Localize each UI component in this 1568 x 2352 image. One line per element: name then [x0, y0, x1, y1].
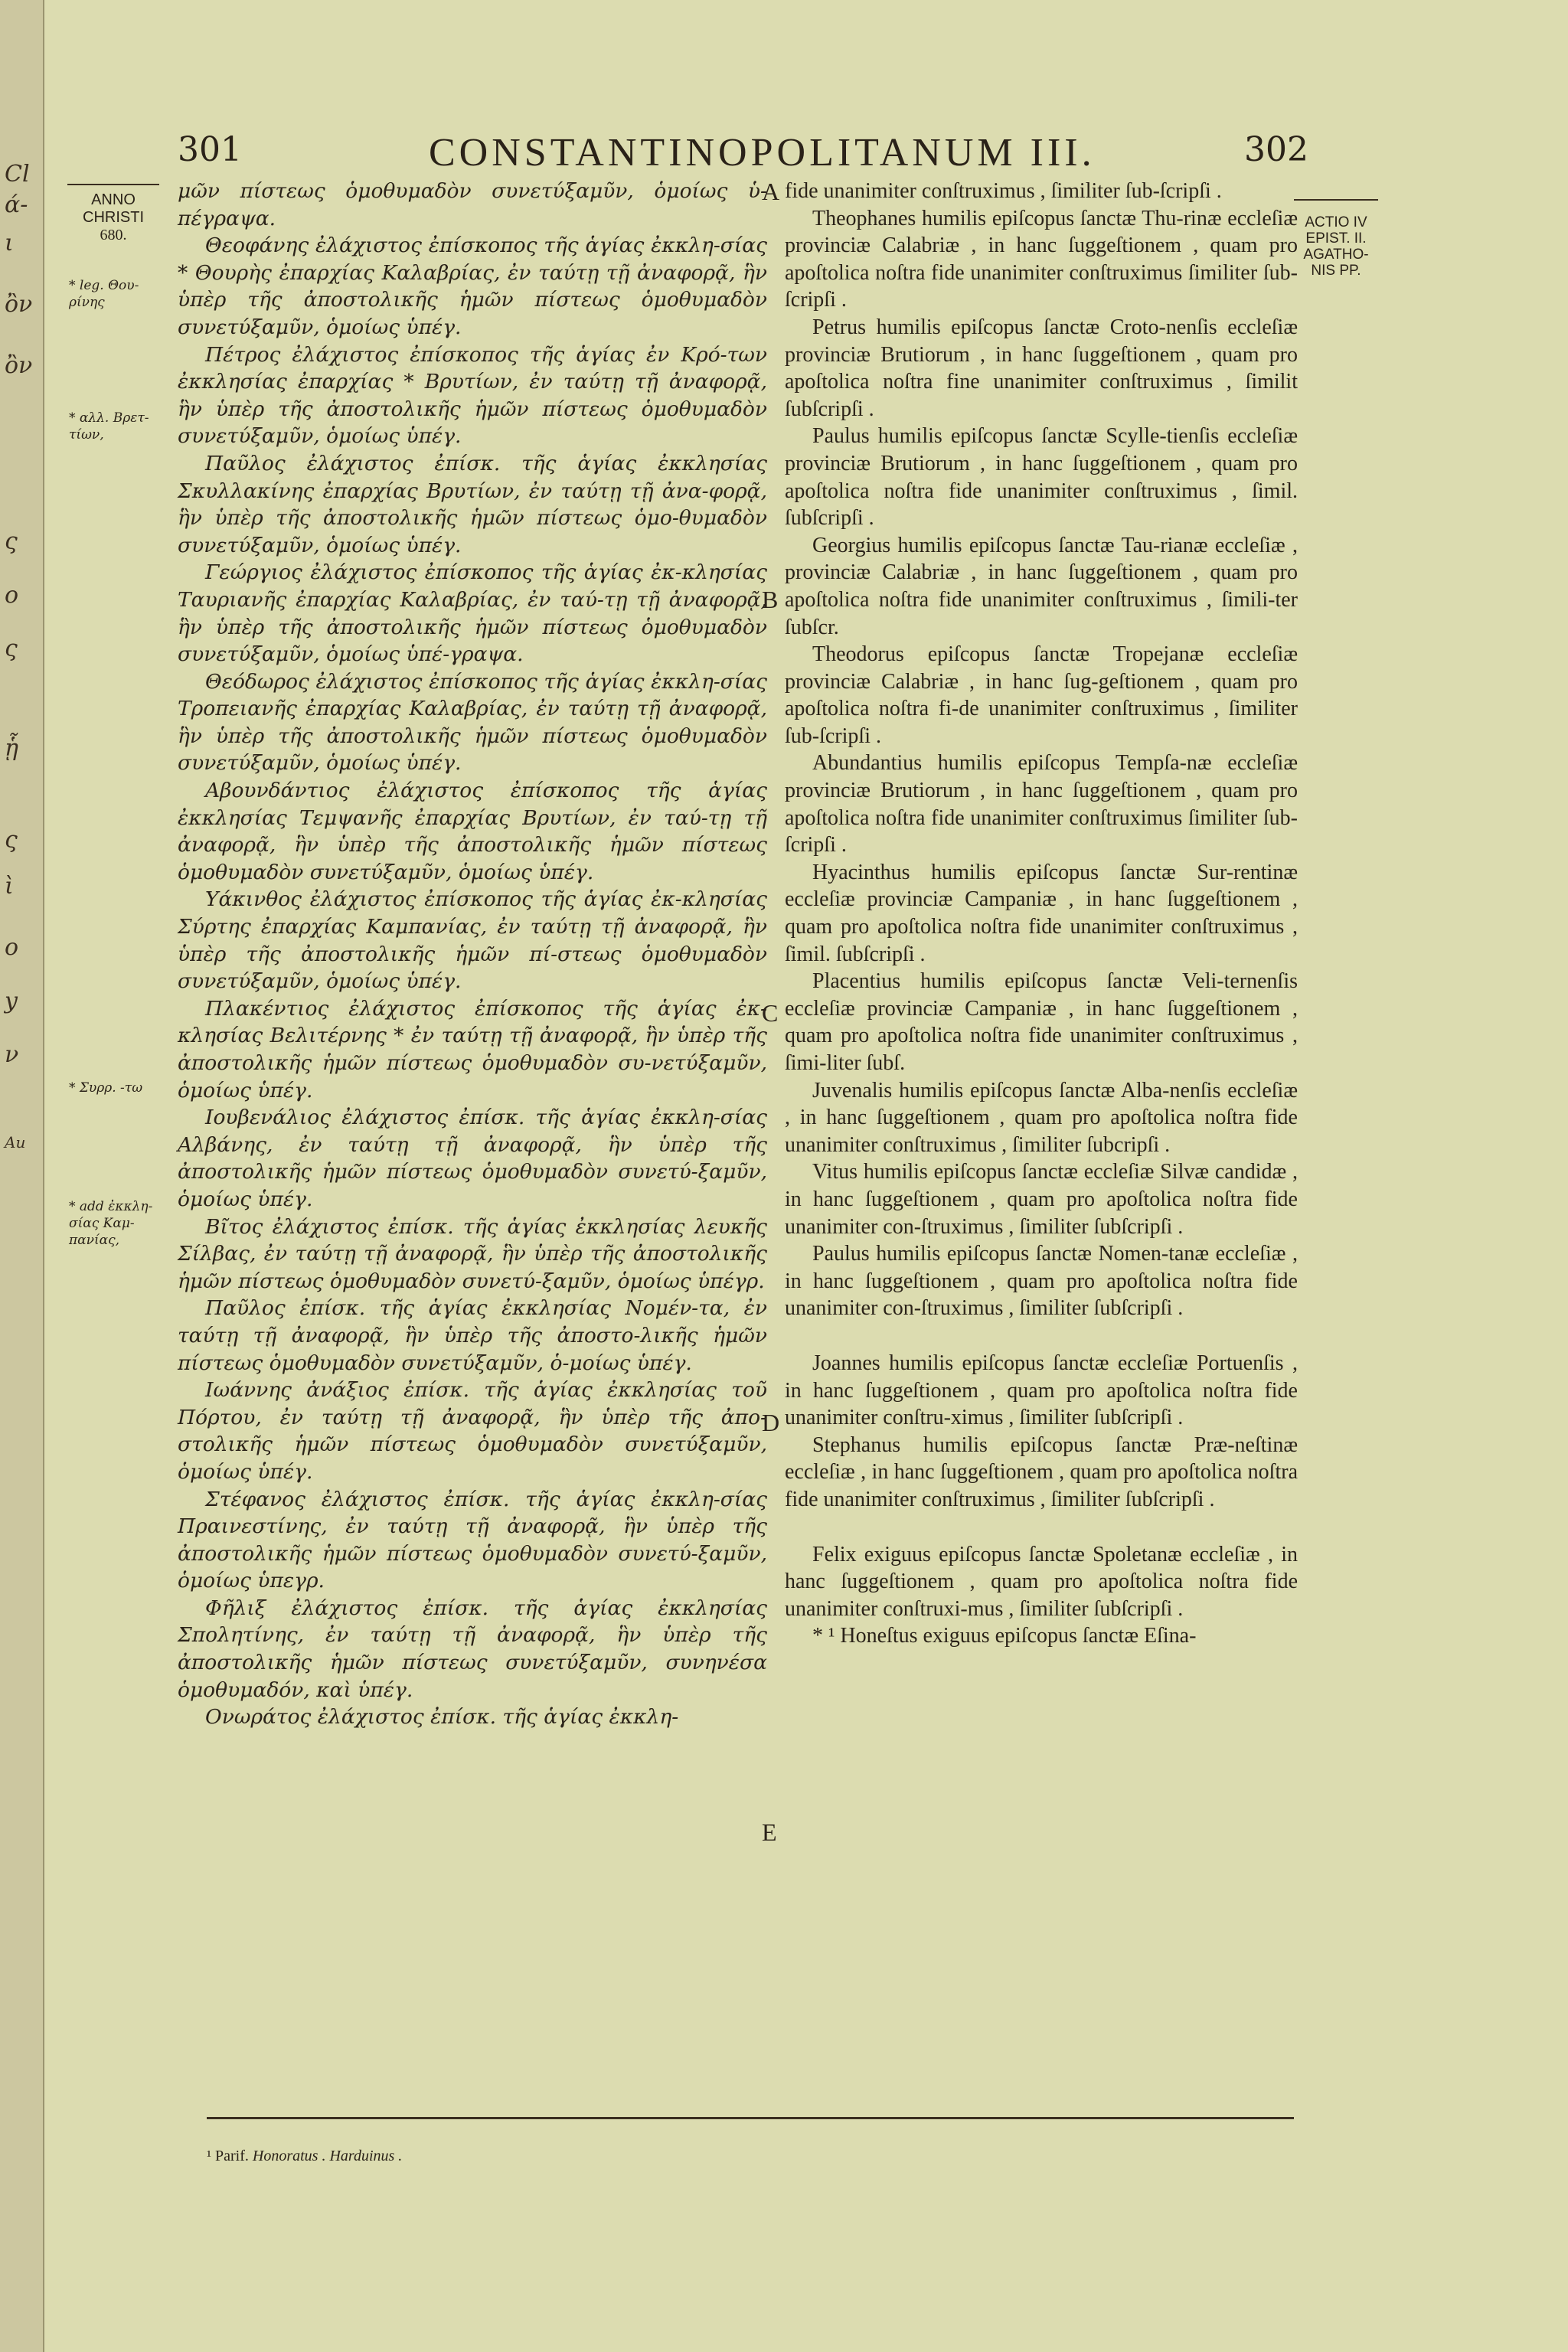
edge-glyph: ὂν: [5, 291, 33, 318]
greek-paragraph: Ιουβενάλιος ἐλάχιστος ἐπίσκ. τῆς ἁγίας ἐκκλη-σίας Αλβάνης, ἐν ταύτῃ τῇ ἀναφορᾷ, ἣν ὑπὲρ τῆς ἀποστολικῆς ἡμῶν πίστεως ὁμοθυμαδὸν συνετύ-ξαμῦν, ὁμοίως ὑπέγ.: [178, 1106, 767, 1211]
latin-paragraph: fide unanimiter conſtruximus , ſimiliter ſub-ſcripſi .: [785, 179, 1222, 203]
edge-glyph: ά-: [5, 191, 28, 218]
greek-paragraph: Βῖτος ἐλάχιστος ἐπίσκ. τῆς ἁγίας ἐκκλησίας λευκῆς Σίλβας, ἐν ταύτῃ τῇ ἀναφορᾷ, ἣν ὑπὲρ τῆς ἀποστολικῆς ἡμῶν πίστεως ὁμοθυμαδὸν συνετύ-ξαμῦν, ὁμοίως ὑπέγρ.: [178, 1214, 767, 1293]
section-marker-e: E: [762, 1818, 777, 1846]
variant-note: * Συρρ. -τω: [69, 1080, 143, 1096]
epist-label: EPIST. II.: [1305, 230, 1367, 247]
latin-paragraph: Georgius humilis epiſcopus ſanctæ Tau-rianæ eccleſiæ , provinciæ Calabriæ , in hanc ſuggeſtionem , quam pro apoſtolica noſtra fide unanimiter conſtruximus , ſimili-ter ſubſcr.: [785, 533, 1298, 639]
latin-paragraph: Joannes humilis epiſcopus ſanctæ eccleſiæ Portuenſis , in hanc ſuggeſtionem , quam pro apoſtolica noſtra fide unanimiter conſtru-ximus , ſimiliter ſubſcripſi .: [785, 1351, 1298, 1430]
page-number-left: 301: [178, 130, 242, 169]
act-margin-note: [1294, 214, 1378, 279]
anno-label: ANNO: [91, 191, 136, 208]
edge-glyph: ο: [5, 934, 19, 961]
footnote-marker: ¹: [207, 2148, 211, 2164]
margin-rule-left: [67, 184, 159, 185]
section-marker-a: A: [762, 178, 780, 205]
variant-note: * αλλ. Βρετ-τίων,: [69, 410, 149, 443]
greek-paragraph: Πέτρος ἐλάχιστος ἐπίσκοπος τῆς ἁγίας ἐν Κρό-των ἐκκλησίας ἐπαρχίας * Βρυτίων, ἐν ταύτῃ τῇ ἀναφορᾷ, ἣν ὑπὲρ τῆς ἀποστολικῆς ἡμῶν πίστεως ὁμοθυμαδὸν συνετύξαμῦν, ὁμοίως ὑπέγ.: [178, 342, 767, 449]
latin-paragraph: Felix exiguus epiſcopus ſanctæ Spoletanæ eccleſiæ , in hanc ſuggeſtionem , quam pro apoſtolica noſtra fide unanimiter conſtruxi-mus , ſimiliter ſubſcripſi .: [785, 1542, 1298, 1621]
greek-paragraph: Στέφανος ἐλάχιστος ἐπίσκ. τῆς ἁγίας ἐκκλη-σίας Πραινεστίνης, ἐν ταύτῃ τῇ ἀναφορᾷ, ἣν ὑπὲρ τῆς ἀποστολικῆς ἡμῶν πίστεως ὁμοθυμαδὸν συνετύ-ξαμῦν, ὁμοίως ὑπεγρ.: [178, 1487, 767, 1593]
edge-glyph: Cl: [5, 161, 30, 188]
christi-label: CHRISTI: [83, 209, 144, 226]
variant-note: * add ἐκκλη-σίας Καμ-πανίας,: [69, 1199, 153, 1248]
actio-label: ACTIO IV: [1305, 214, 1367, 230]
edge-glyph: ι: [5, 230, 14, 256]
greek-paragraph: Παῦλος ἐπίσκ. τῆς ἁγίας ἐκκλησίας Νομέν-τα, ἐν ταύτῃ τῇ ἀναφορᾷ, ἣν ὑπὲρ τῆς ἀποστο-λικῆς ἡμῶν πίστεως ὁμοθυμαδὸν συνετύξαμῦν, ὁ-μοίως ὑπέγ.: [178, 1296, 767, 1375]
adjacent-page-edge: [0, 0, 44, 2352]
edge-glyph: Au: [5, 1133, 26, 1152]
latin-paragraph: Petrus humilis epiſcopus ſanctæ Croto-nenſis eccleſiæ provinciæ Brutiorum , in hanc ſuggeſtionem , quam pro apoſtolica noſtra fine unanimiter conſtruximus , ſimilit ſubſcripſi .: [785, 315, 1298, 421]
section-marker-c: C: [762, 999, 779, 1027]
latin-paragraph: Paulus humilis epiſcopus ſanctæ Nomen-tanæ eccleſiæ , in hanc ſuggeſtionem , quam pro apoſtolica noſtra fide unanimiter con-ſtruximus , ſimiliter ſubſcripſi .: [785, 1242, 1298, 1321]
greek-paragraph: Υάκινθος ἐλάχιστος ἐπίσκοπος τῆς ἁγίας ἐκ-κλησίας Σύρτης ἐπαρχίας Καμπανίας, ἐν ταύτῃ τῇ ἀναφορᾷ, ἣν ὑπὲρ τῆς ἀποστολικῆς ἡμῶν πί-στεως ὁμοθυμαδὸν συνετύξαμῦν, ὁμοίως ὑπέγ.: [178, 887, 767, 994]
footnote-separator: [207, 2117, 1294, 2119]
latin-paragraph: Theodorus epiſcopus ſanctæ Tropejanæ eccleſiæ provinciæ Calabriæ , in hanc ſug-geſtionem , quam pro apoſtolica noſtra fi-de unanimiter conſtruximus , ſimiliter ſub-ſcripſi .: [785, 642, 1298, 748]
latin-paragraph: Hyacinthus humilis epiſcopus ſanctæ Sur-rentinæ eccleſiæ provinciæ Campaniæ , in hanc ſuggeſtionem , quam pro apoſtolica noſtra fide unanimiter conſtruximus , ſimil. ſubſcripſi .: [785, 860, 1298, 966]
edge-glyph: ν: [5, 1041, 19, 1068]
greek-paragraph: Γεώργιος ἐλάχιστος ἐπίσκοπος τῆς ἁγίας ἐκ-κλησίας Ταυριανῆς ἐπαρχίας Καλαβρίας, ἐν ταύ-τῃ τῇ ἀναφορᾷ, ἣν ὑπὲρ τῆς ἀποστολικῆς ἡμῶν πίστεως ὁμοθυμαδὸν συνετύξαμῦν, ὁμοίως ὑπέ-γραψα.: [178, 560, 767, 667]
footnote: [207, 2148, 402, 2165]
edge-glyph: ὶ: [5, 873, 14, 900]
latin-paragraph: Stephanus humilis epiſcopus ſanctæ Præ-neſtinæ eccleſiæ , in hanc ſuggeſtionem , quam pro apoſtolica noſtra fide unanimiter conſtruximus , ſimiliter ſubſcripſi .: [785, 1432, 1298, 1511]
agatho-label: AGATHO-: [1303, 247, 1369, 263]
greek-paragraph: Ιωάννης ἀνάξιος ἐπίσκ. τῆς ἁγίας ἐκκλησίας τοῦ Πόρτου, ἐν ταύτῃ τῇ ἀναφορᾷ, ἣν ὑπὲρ τῆς ἀπο-στολικῆς ἡμῶν πίστεως ὁμοθυμαδὸν συνετύξαμῦν, ὁμοίως ὑπέγ.: [178, 1378, 767, 1484]
footnote-names: Honoratus . Harduinus .: [252, 2148, 403, 2164]
latin-paragraph: Theophanes humilis epiſcopus ſanctæ Thu-rinæ eccleſiæ provinciæ Calabriæ , in hanc ſuggeſtionem , quam pro apoſtolica noſtra fide unanimiter conſtruximus ſimiliter ſub-ſcripſi .: [785, 206, 1298, 312]
edge-glyph: ς: [5, 635, 18, 662]
margin-rule-right: [1294, 199, 1378, 201]
variant-note: * leg. Θου-ρίνης: [69, 278, 139, 310]
latin-paragraph: Abundantius humilis epiſcopus Tempſa-næ eccleſiæ provinciæ Brutiorum , in hanc ſuggeſtionem , quam pro apoſtolica noſtra fide unanimiter conſtruximus ſimiliter ſub-ſcripſi .: [785, 751, 1298, 858]
latin-paragraph: * ¹ Honeſtus exiguus epiſcopus ſanctæ Eſina-: [812, 1624, 1197, 1648]
edge-glyph: ὂν: [5, 352, 33, 379]
greek-paragraph: Ονωράτος ἐλάχιστος ἐπίσκ. τῆς ἁγίας ἐκκλη-: [205, 1705, 679, 1730]
latin-paragraph: Juvenalis humilis epiſcopus ſanctæ Alba-nenſis eccleſiæ , in hanc ſuggeſtionem , quam pro apoſtolica noſtra fide unanimiter conſtruximus , ſimiliter ſubcripſi .: [785, 1078, 1298, 1157]
nis-label: NIS PP.: [1311, 263, 1361, 279]
greek-paragraph: Αβουνδάντιος ἐλάχιστος ἐπίσκοπος τῆς ἁγίας ἐκκλησίας Τεμψανῆς ἐπαρχίας Βρυτίων, ἐν ταύ-τῃ τῇ ἀναφορᾷ, ἣν ὑπὲρ τῆς ἀποστολικῆς ἡμῶν πίστεως ὁμοθυμαδὸν συνετύξαμῦν, ὁμοίως ὑπέγ.: [178, 779, 767, 884]
page-title: CONSTANTINOPOLITANUM III.: [429, 131, 1096, 175]
latin-paragraph: Placentius humilis epiſcopus ſanctæ Veli-ternenſis eccleſiæ provinciæ Campaniæ , in hanc ſuggeſtionem , quam pro apoſtolica noſtra fide unanimiter conſtruximus , ſimi-liter ſubſ.: [785, 969, 1298, 1075]
greek-paragraph: Θεοφάνης ἐλάχιστος ἐπίσκοπος τῆς ἁγίας ἐκκλη-σίας * Θουρὴς ἐπαρχίας Καλαβρίας, ἐν ταύτῃ τῇ ἀναφορᾷ, ἣν ὑπὲρ τῆς ἀποστολικῆς ἡμῶν πίστεως ὁμοθυμαδὸν συνετύξαμῦν, ὁμοίως ὑπέγ.: [178, 234, 767, 339]
page-number-right: 302: [1244, 130, 1308, 169]
edge-glyph: y: [5, 988, 18, 1014]
footnote-text: Parif.: [215, 2148, 249, 2164]
edge-glyph: ς: [5, 528, 18, 555]
edge-glyph: ᾗ: [5, 735, 18, 762]
section-marker-d: D: [762, 1409, 780, 1436]
section-marker-b: B: [762, 586, 779, 613]
greek-paragraph: μῶν πίστεως ὁμοθυμαδὸν συνετύξαμῦν, ὁμοίως ὑ-πέγραψα.: [178, 179, 767, 230]
greek-paragraph: Φῆλιξ ἐλάχιστος ἐπίσκ. τῆς ἁγίας ἐκκλησίας Σπολητίνης, ἐν ταύτῃ τῇ ἀναφορᾷ, ἣν ὑπὲρ τῆς ἀποστολικῆς ἡμῶν πίστεως συνετύξαμῦν, συνηνέσα ὁμοθυμαδόν, καὶ ὑπέγ.: [178, 1596, 767, 1702]
latin-paragraph: Paulus humilis epiſcopus ſanctæ Scylle-tienſis eccleſiæ provinciæ Brutiorum , in hanc ſuggeſtionem , quam pro apoſtolica noſtra fide unanimiter conſtruximus , ſimil. ſubſcripſi .: [785, 424, 1298, 531]
latin-column: [785, 178, 1298, 1650]
greek-paragraph: Παῦλος ἐλάχιστος ἐπίσκ. τῆς ἁγίας ἐκκλησίας Σκυλλακίνης ἐπαρχίας Βρυτίων, ἐν ταύτῃ τῇ ἀνα-φορᾷ, ἣν ὑπὲρ τῆς ἀποστολικῆς ἡμῶν πίστεως ὁμο-θυμαδὸν συνετύξαμῦν, ὁμοίως ὑπέγ.: [178, 451, 767, 557]
greek-paragraph: Πλακέντιος ἐλάχιστος ἐπίσκοπος τῆς ἁγίας ἐκ-κλησίας Βελιτέρνης * ἐν ταύτῃ τῇ ἀναφορᾷ, ἣν ὑπὲρ τῆς ἀποστολικῆς ἡμῶν πίστεως ὁμοθυμαδὸν συ-νετύξαμῦν, ὁμοίως ὑπέγ.: [178, 996, 767, 1102]
year-margin-note: [67, 191, 159, 244]
greek-column: [178, 178, 767, 1731]
latin-paragraph: Vitus humilis epiſcopus ſanctæ eccleſiæ Silvæ candidæ , in hanc ſuggeſtionem , quam pro apoſtolica noſtra fide unanimiter con-ſtruximus , ſimiliter ſubſcripſi .: [785, 1160, 1298, 1239]
running-header: [0, 130, 1568, 176]
edge-glyph: ο: [5, 582, 19, 609]
year-label: 680.: [100, 227, 127, 243]
edge-glyph: ς: [5, 827, 18, 854]
greek-paragraph: Θεόδωρος ἐλάχιστος ἐπίσκοπος τῆς ἁγίας ἐκκλη-σίας Τροπειανῆς ἐπαρχίας Καλαβρίας, ἐν ταύτῃ τῇ ἀναφορᾷ, ἣν ὑπὲρ τῆς ἀποστολικῆς ἡμῶν πίστεως ὁμοθυμαδὸν συνετύξαμῦν, ὁμοίως ὑπέγ.: [178, 669, 767, 776]
